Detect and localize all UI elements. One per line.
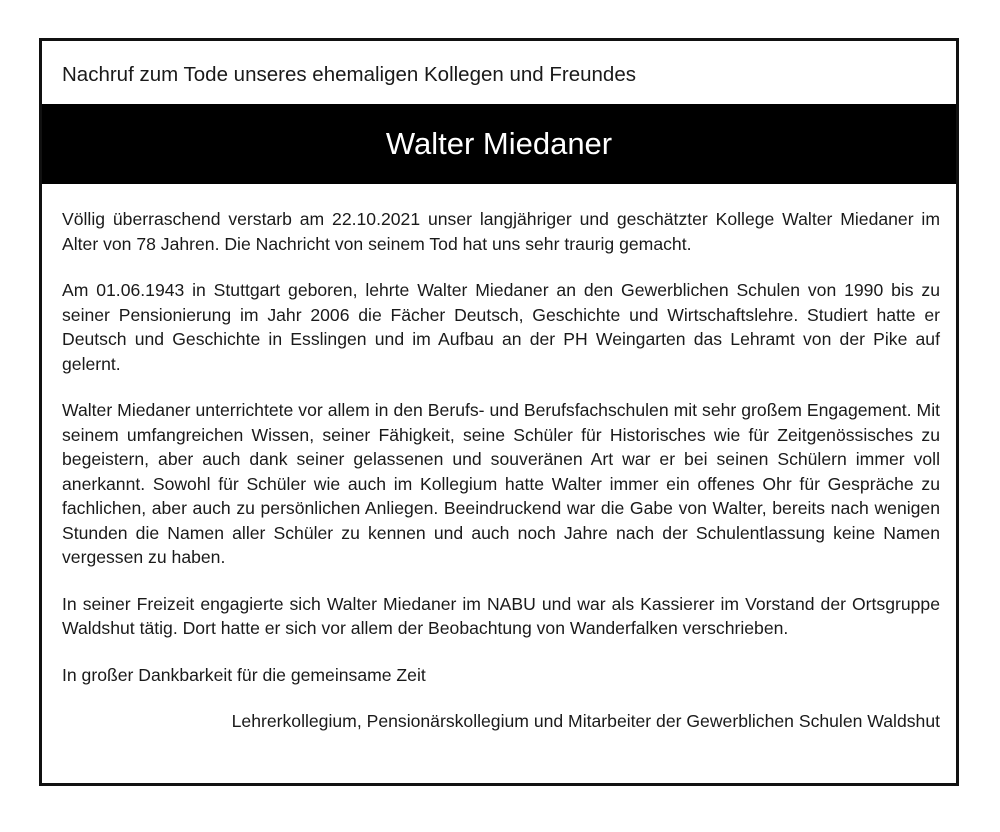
obituary-frame: [39, 38, 959, 786]
signature-line: Lehrerkollegium, Pensionärskollegium und Mitarbeiter der Gewerblichen Schulen Waldshut: [231, 711, 940, 731]
paragraph-leisure: In seiner Freizeit engagierte sich Walter Miedaner im NABU und war als Kassierer im Vorstand der Ortsgruppe Waldshut tätig. Dort hatte er sich vor allem der Beobachtung von Wanderfalken verschrieben.: [62, 593, 940, 638]
obituary-header: Nachruf zum Tode unseres ehemaligen Kollegen und Freundes: [62, 63, 636, 86]
deceased-name: Walter Miedaner: [385, 126, 613, 161]
name-banner: [42, 104, 956, 184]
paragraph-career: Am 01.06.1943 in Stuttgart geboren, lehrte Walter Miedaner an den Gewerblichen Schulen von 1990 bis zu seiner Pensionierung im Jahr 2006 die Fächer Deutsch, Geschichte und Wirtschaftslehre. Studiert hatte er Deutsch und Geschichte in Esslingen und im Aufbau an der PH Weingarten das Lehramt von der Pike auf gelernt.: [62, 280, 940, 374]
paragraph-death-announcement: Völlig überraschend verstarb am 22.10.2021 unser langjähriger und geschätzter Kollege Walter Miedaner im Alter von 78 Jahren. Die Nachricht von seinem Tod hat uns sehr traurig gemacht.: [62, 209, 940, 254]
closing-line: In großer Dankbarkeit für die gemeinsame Zeit: [62, 664, 426, 685]
obituary-body: [62, 207, 940, 734]
paragraph-teaching: Walter Miedaner unterrichtete vor allem in den Berufs- und Berufsfachschulen mit sehr großem Engagement. Mit seinem umfangreichen Wissen, seiner Fähigkeit, seine Schüler für Historisches wie für Zeitgenössisches zu begeistern, aber auch dank seiner gelassenen und souveränen Art war er bei seinen Schülern immer voll anerkannt. Sowohl für Schüler wie auch im Kollegium hatte Walter immer ein offenes Ohr für Gespräche zu fachlichen, aber auch zu persönlichen Anliegen. Beeindruckend war die Gabe von Walter, bereits nach wenigen Stunden die Namen aller Schüler zu kennen und auch noch Jahre nach der Schulentlassung keine Namen vergessen zu haben.: [62, 400, 940, 567]
